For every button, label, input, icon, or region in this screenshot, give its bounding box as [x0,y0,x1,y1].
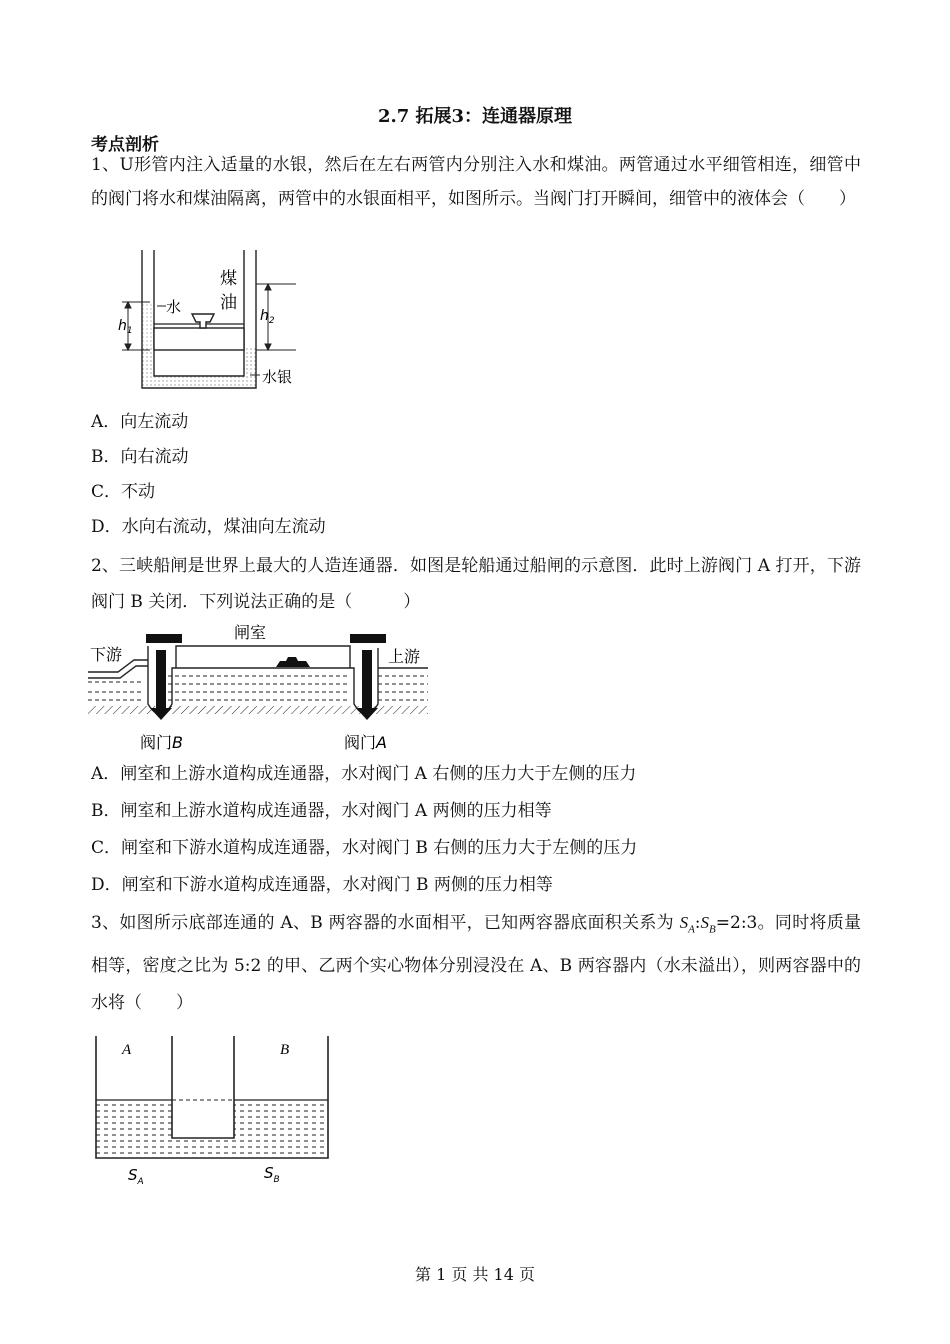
valve-b-label: 阀门B [140,733,183,752]
h1-label: $h_1$ [118,318,133,336]
h2-label: $h_2$ [260,308,275,326]
water-label: 水 [166,298,182,316]
mercury-label: 水银 [262,368,293,386]
water-column [143,302,154,348]
gate-b [156,650,166,710]
q1-option-c[interactable]: C．不动 [91,482,156,502]
ship-lock-figure [88,620,438,756]
upstream-label: 上游 [388,647,421,666]
ship-icon [276,657,310,667]
question-1-stem: 1、U形管内注入适量的水银，然后在左右两管内分别注入水和煤油。两管通过水平细管相连，细管中的阀门将水和煤油隔离，两管中的水银面相平，如图所示。当阀门打开瞬间，细管中的液体会（ ） [91,155,861,209]
container-a-label: A [122,1042,132,1058]
q1-option-b[interactable]: B．向右流动 [91,447,189,467]
connected-containers-figure [88,1030,338,1190]
u-tube-figure [110,248,310,396]
kerosene-label-1: 煤 [220,269,237,289]
valve-a-label: 阀门A [344,733,387,752]
downstream-label: 下游 [90,645,123,664]
question-3-stem: 3、如图所示底部连通的 A、B 两容器的水面相平，已知两容器底面积关系为 $S_A:S_B=2:3$。同时将质量相等，密度之比为 5:2 的甲、乙两个实心物体分别浸没在 A、B 两容器内（水未溢出），则两容器中的水将（ ） [91,913,862,1014]
q2-option-a[interactable]: A．闸室和上游水道构成连通器，水对阀门 A 右侧的压力大于左侧的压力 [91,764,637,784]
page-title: 2.7 拓展3：连通器原理 [377,106,573,127]
q2-option-d[interactable]: D．闸室和下游水道构成连通器，水对阀门 B 两侧的压力相等 [91,875,553,895]
container-b-label: B [280,1042,290,1058]
gate-a-cap [350,634,386,643]
q1-option-a[interactable]: A．向左流动 [91,412,189,432]
section-heading: 考点剖析 [91,135,159,155]
mercury-fill [142,348,256,388]
gate-a [362,650,372,710]
page-footer: 第 1 页 共 14 页 [415,1265,535,1284]
connecting-pipe [154,328,244,350]
valve-icon [192,314,214,328]
kerosene-label-2: 油 [220,293,237,313]
water-b [234,1100,328,1158]
question-2-stem: 2、三峡船闸是世界上最大的人造连通器．如图是轮船通过船闸的示意图．此时上游阀门 A 打开，下游阀门 B 关闭．下列说法正确的是（ ） [91,556,861,612]
area-sb-label: $S_B$ [264,1164,280,1185]
water-a [96,1100,172,1158]
chamber-label: 闸室 [234,623,267,642]
area-sa-label: $S_A$ [128,1166,144,1187]
q1-option-d[interactable]: D．水向右流动，煤油向左流动 [91,517,326,537]
q2-option-c[interactable]: C．闸室和下游水道构成连通器，水对阀门 B 右侧的压力大于左侧的压力 [91,838,638,858]
q2-option-b[interactable]: B．闸室和上游水道构成连通器，水对阀门 A 两侧的压力相等 [91,801,552,821]
gate-b-cap [146,634,182,643]
